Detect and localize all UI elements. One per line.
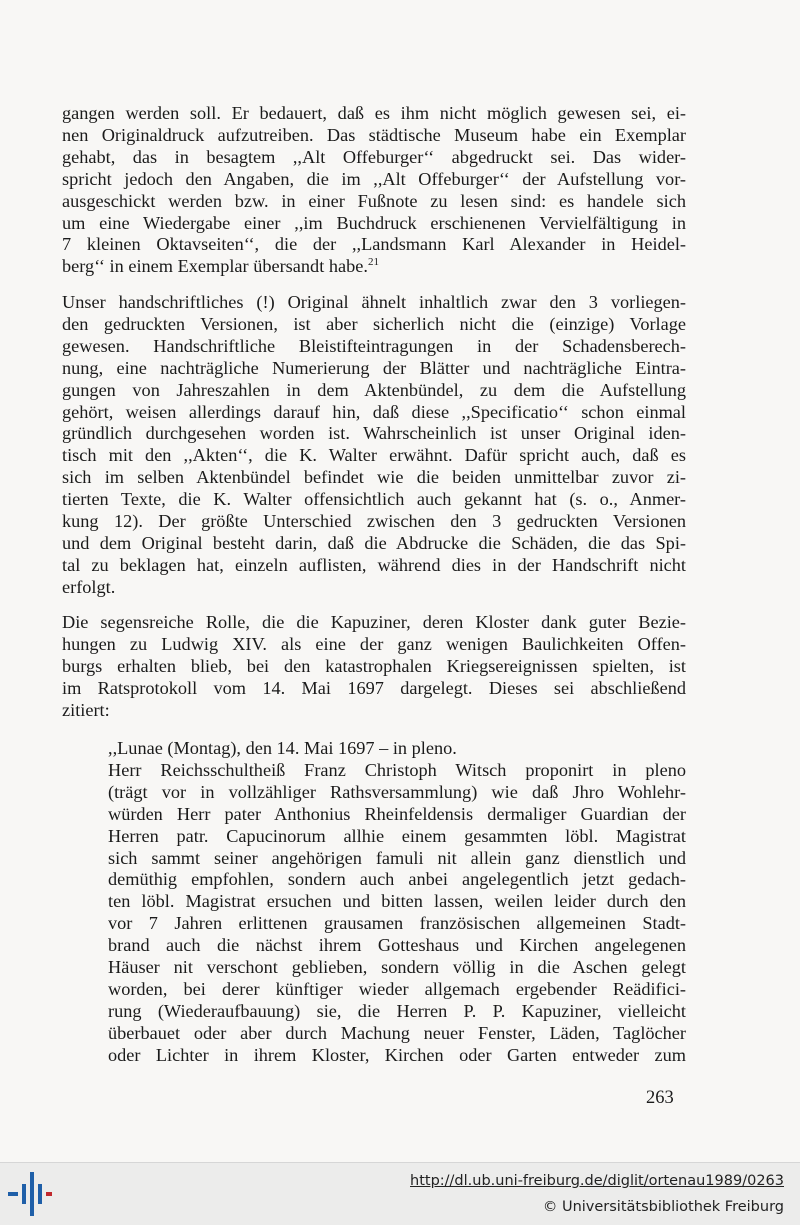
text-line: Unser handschriftliches (!) Original ähnelt inhaltlich zwar den 3 vorliegen- — [62, 292, 686, 312]
paragraph-2 — [62, 292, 686, 599]
quote-line: brand auch die nächst ihrem Gotteshaus und Kirchen angelegenen — [108, 935, 686, 956]
quote-line: (trägt vor in vollzähliger Rathsversammlung) wie daß Jhro Wohlehr- — [108, 781, 686, 802]
quote-line: würden Herr pater Anthonius Rheinfeldensis dermaliger Guardian der — [108, 803, 686, 824]
block-quote — [108, 738, 686, 1067]
text-line: gangen werden soll. Er bedauert, daß es ihm nicht möglich gewesen sei, ei- — [62, 103, 686, 123]
text-line: nen Originaldruck aufzutreiben. Das städtische Museum habe ein Exemplar — [62, 124, 686, 145]
quote-line: oder Lichter in ihrem Kloster, Kirchen oder Garten entweder zum — [108, 1044, 686, 1065]
quote-heading: ,,Lunae (Montag), den 14. Mai 1697 – in pleno. — [108, 738, 457, 758]
quote-line: worden, bei derer künftiger wieder allgemach ergebender Reädifici- — [108, 978, 686, 999]
quote-line: Häuser nit verschont geblieben, sondern völlig in die Aschen gelegt — [108, 957, 686, 978]
quote-line: ten löbl. Magistrat ersuchen und bitten lassen, weilen leider durch den — [108, 891, 686, 912]
text-line: den gedruckten Versionen, ist aber sicherlich nicht die (einzige) Vorlage — [62, 313, 686, 334]
text-line — [62, 256, 686, 278]
quote-line: Herr Reichsschultheiß Franz Christoph Witsch proponirt in pleno — [108, 759, 686, 780]
logo-bar — [8, 1192, 18, 1196]
logo-bar — [38, 1184, 42, 1204]
text-line: burgs erhalten blieb, bei den katastrophalen Kriegsereignissen spielten, ist — [62, 655, 686, 676]
text-line: ausgeschickt werden bzw. in einer Fußnote zu lesen sind: es handele sich — [62, 190, 686, 211]
logo-bar — [30, 1172, 34, 1216]
text-line: tisch mit den ,,Akten‘‘, die K. Walter erwähnt. Dafür spricht auch, daß es — [62, 445, 686, 466]
text-line: gehabt, das in besagtem ,,Alt Offeburger‘‘ abgedruckt sei. Das wider- — [62, 146, 686, 167]
quote-line: rung (Wiederaufbauung) sie, die Herren P. P. Kapuziner, vielleicht — [108, 1000, 686, 1021]
text-line: tal zu beklagen hat, einzeln auflisten, während dies in der Handschrift nicht — [62, 554, 686, 575]
quote-line: demüthig empfohlen, sondern auch anbei angelegentlich jetzt gedach- — [108, 869, 686, 890]
page-number: 263 — [646, 1088, 674, 1108]
text-line: um eine Wiedergabe einer ,,im Buchdruck erschienenen Vervielfältigung in — [62, 212, 686, 233]
quote-line: sich sammt seiner angehörigen famuli nit allein ganz dienstlich und — [108, 847, 686, 868]
footer-bar — [0, 1162, 800, 1225]
text-line: zitiert: — [62, 699, 110, 720]
quote-line: Herren patr. Capucinorum allhie einem gesammten löbl. Magistrat — [108, 825, 686, 846]
logo-bar — [46, 1192, 52, 1196]
text-line: gehört, weisen allerdings darauf hin, daß diese ,,Specificatio‘‘ schon einmal — [62, 401, 686, 422]
permalink-link[interactable]: http://dl.ub.uni-freiburg.de/diglit/ortenau1989/0263 — [410, 1173, 784, 1189]
text-line: im Ratsprotokoll vom 14. Mai 1697 dargelegt. Dieses sei abschließend — [62, 677, 686, 698]
library-logo-icon — [6, 1168, 54, 1220]
text-line: und dem Original besteht darin, daß die Abdrucke die Schäden, die das Spi- — [62, 532, 686, 553]
text-line: gründlich durchgesehen worden ist. Wahrscheinlich ist unser Original iden- — [62, 423, 686, 444]
text-line: sich im selben Aktenbündel befindet wie die beiden unmittelbar zuvor zi- — [62, 467, 686, 488]
text-line: hungen zu Ludwig XIV. als eine der ganz wenigen Baulichkeiten Offen- — [62, 633, 686, 654]
logo-bar — [22, 1184, 26, 1204]
quote-line: überbauet oder aber durch Machung neuer Fenster, Läden, Taglöcher — [108, 1022, 686, 1043]
text-line: spricht jedoch den Angaben, die im ,,Alt Offeburger‘‘ der Aufstellung vor- — [62, 168, 686, 189]
copyright-notice: © Universitätsbibliothek Freiburg — [542, 1199, 784, 1215]
text-line: erfolgt. — [62, 576, 116, 597]
text-line: tierten Texte, die K. Walter offensichtlich auch gekannt hat (s. o., Anmer- — [62, 489, 686, 510]
quote-line: vor 7 Jahren erlittenen grausamen französischen allgemeinen Stadt- — [108, 913, 686, 934]
paragraph-3 — [62, 612, 686, 722]
paragraph-1 — [62, 103, 686, 278]
text-line: Die segensreiche Rolle, die die Kapuziner, deren Kloster dank guter Bezie- — [62, 612, 686, 632]
text-line: kung 12). Der größte Unterschied zwischen den 3 gedruckten Versionen — [62, 511, 686, 532]
text-line: gewesen. Handschriftliche Bleistifteintragungen in der Schadensberech- — [62, 335, 686, 356]
footnote-ref: 21 — [367, 256, 379, 269]
text-line: gungen von Jahreszahlen in dem Aktenbündel, zu dem die Aufstellung — [62, 379, 686, 400]
text-line: 7 kleinen Oktavseiten‘‘, die der ,,Landsmann Karl Alexander in Heidel- — [62, 234, 686, 255]
text-line: nung, eine nachträgliche Numerierung der Blätter und nachträgliche Eintra- — [62, 357, 686, 378]
text-line-content: berg‘‘ in einem Exemplar übersandt habe. — [62, 256, 368, 277]
